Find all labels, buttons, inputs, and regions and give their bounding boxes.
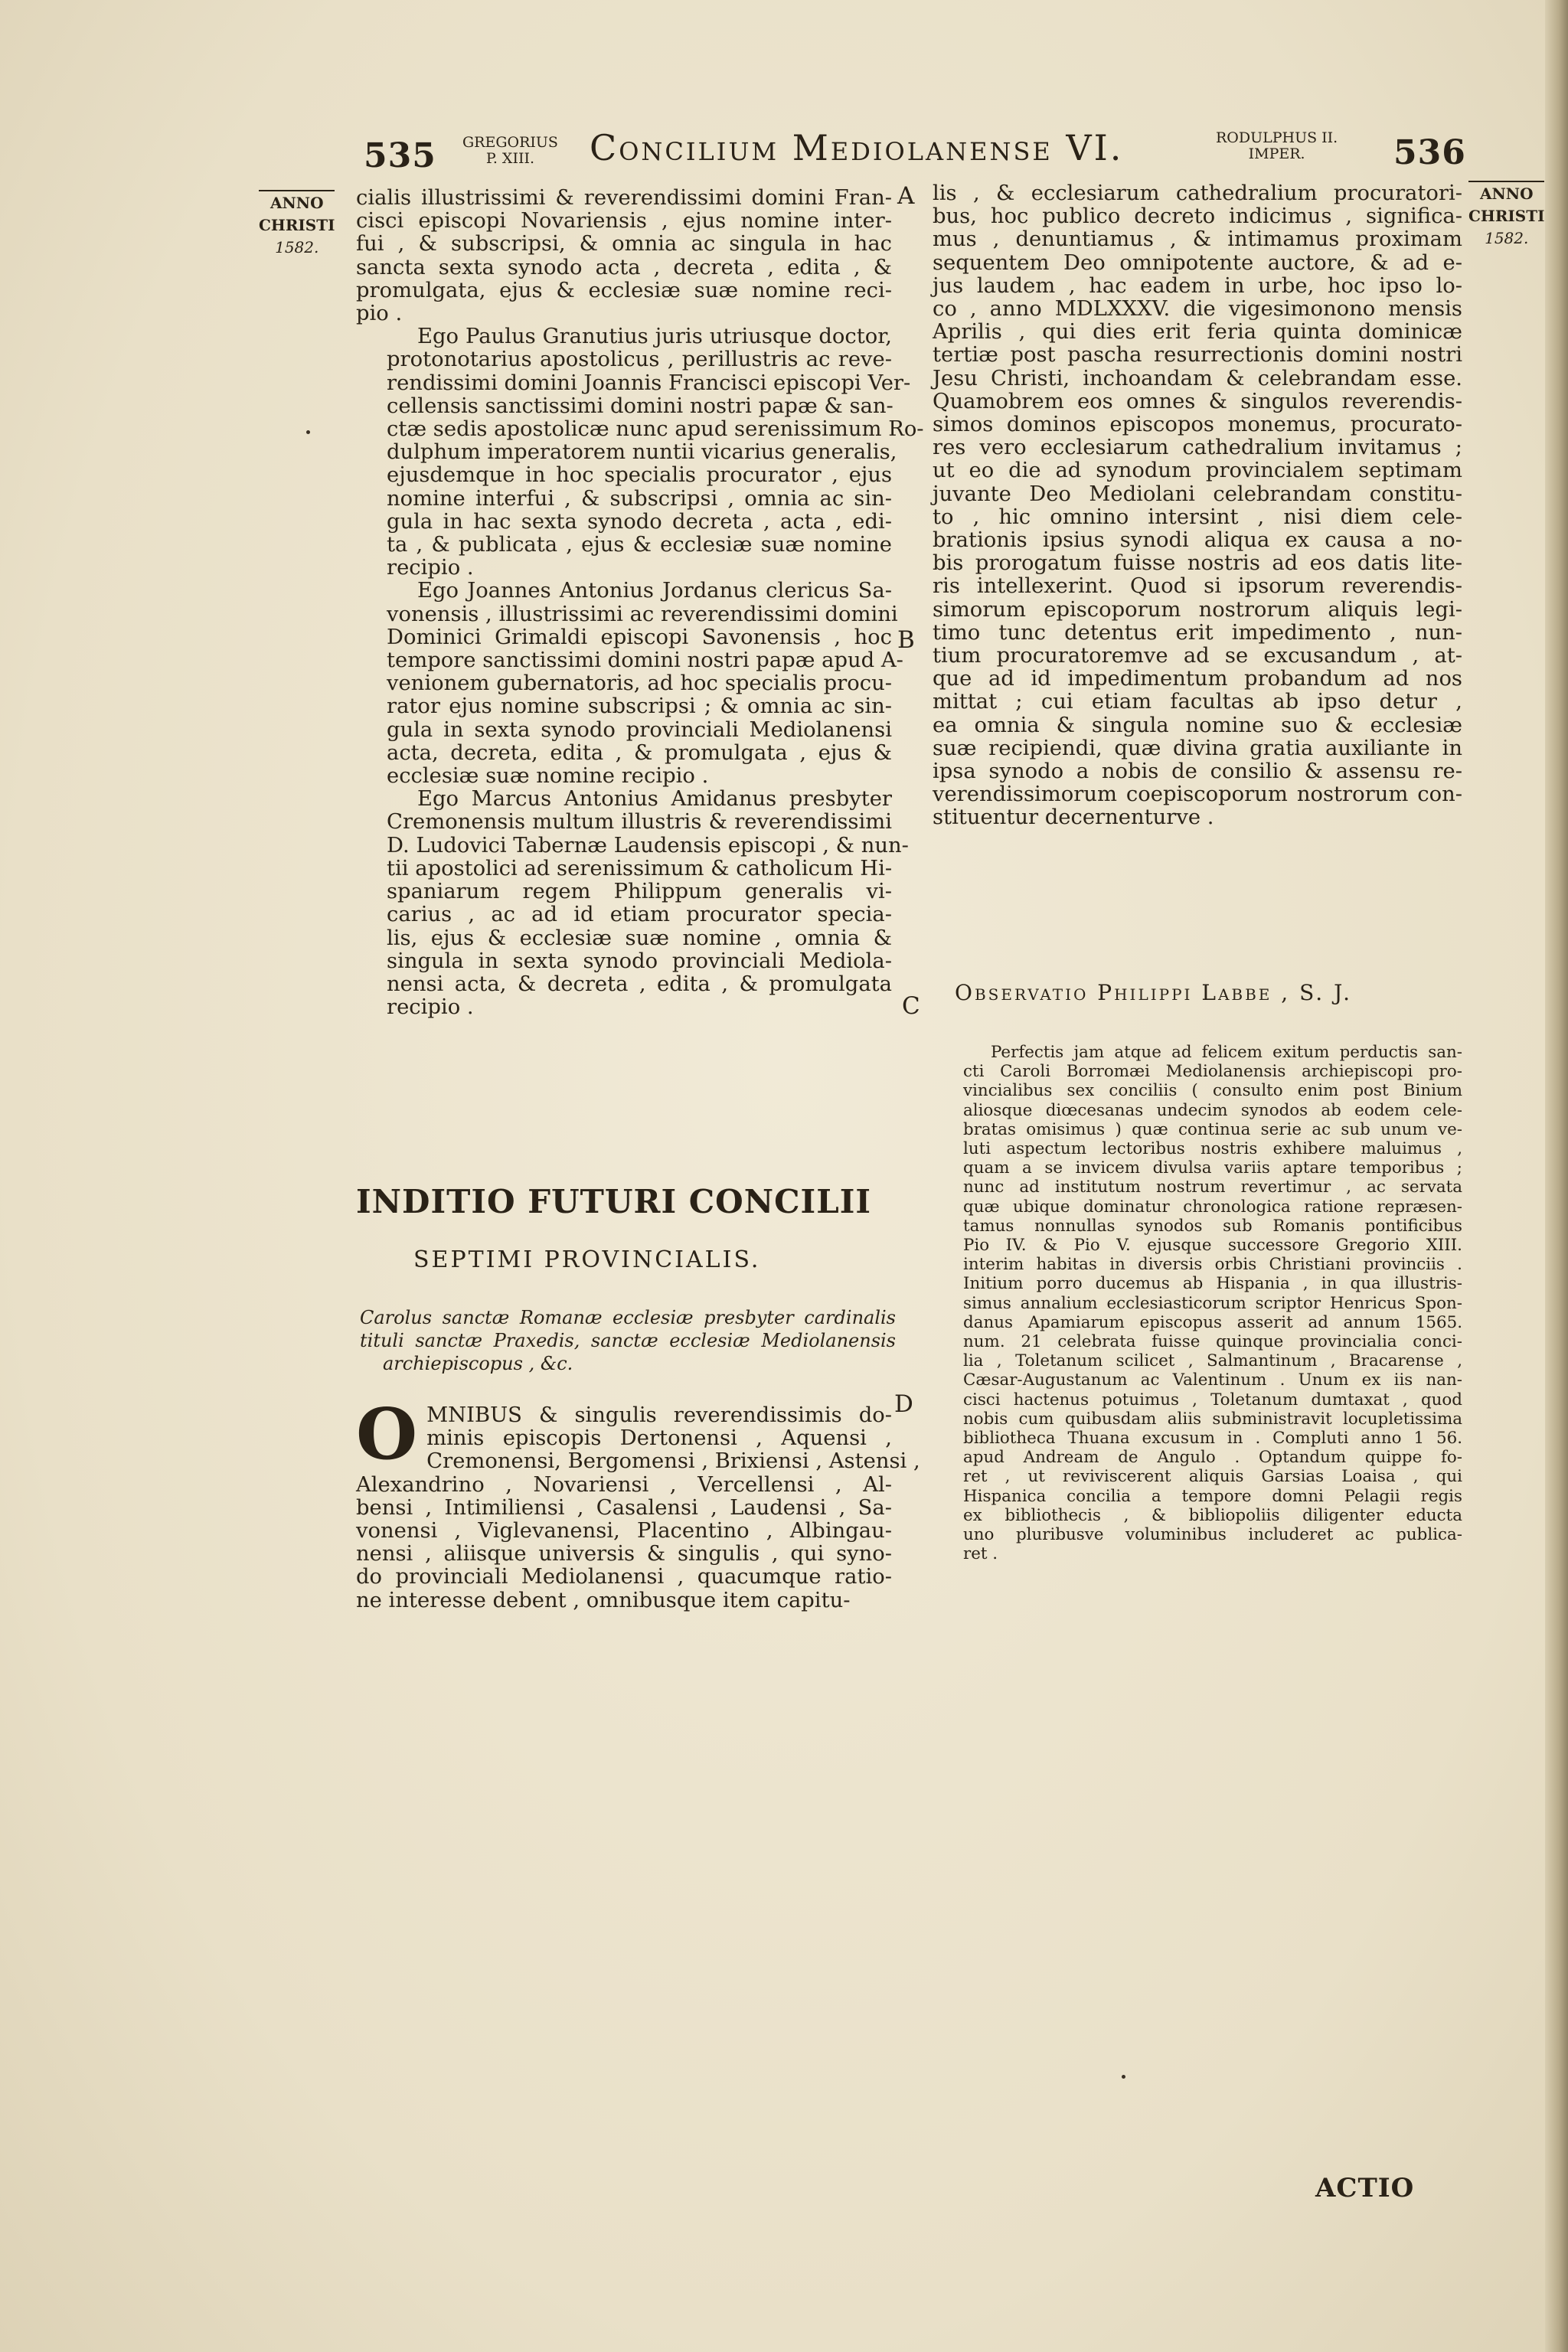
text-line: brationis ipsius synodi aliqua ex causa a no- — [933, 528, 1462, 553]
text-line: cti Caroli Borromæi Mediolanensis archiepiscopi pro- — [963, 1062, 1462, 1082]
catchword: ACTIO — [1315, 2173, 1415, 2203]
left-pope-heading — [462, 135, 558, 167]
text-line: simos dominos episcopos monemus, procurato- — [933, 413, 1462, 437]
text-line: spaniarum regem Philippum generalis vi- — [387, 880, 892, 904]
text-line: num. 21 celebrata fuisse quinque provincialia conci- — [963, 1332, 1462, 1352]
text-line: rator ejus nomine subscripsi ; & omnia ac sin- — [387, 694, 892, 719]
paragraph-signature-4 — [356, 787, 909, 1020]
edict-body — [356, 1393, 920, 1612]
page-title: Concilium Mediolanense VI. — [590, 127, 1124, 168]
text-line: cisci hactenus potuimus , Toletanum dumtaxat , quod — [963, 1390, 1462, 1410]
text-line: ret . — [963, 1544, 998, 1564]
text-line: ut eo die ad synodum provincialem septimam — [933, 459, 1462, 483]
text-line: cellensis sanctissimi domini nostri papæ & san- — [387, 394, 893, 418]
left-side-note — [259, 190, 335, 259]
text-line: gula in sexta synodo provinciali Mediolanensi — [387, 717, 892, 742]
text-line: ta , & publicata , ejus & ecclesiæ suæ nomine — [387, 533, 892, 557]
text-line: nensi , aliisque universis & singulis , qui syno- — [356, 1542, 892, 1566]
text-line: lis , & ecclesiarum cathedralium procuratori- — [933, 181, 1462, 205]
text-line: nomine interfui , & subscripsi , omnia ac sin- — [387, 486, 892, 511]
text-line: mittat ; cui etiam facultas ab ipso detur , — [933, 690, 1462, 714]
text-line: Ego Marcus Antonius Amidanus presbyter — [417, 787, 892, 812]
text-line: tertiæ post pascha resurrectionis domini nostri — [933, 343, 1462, 368]
paragraph-signature-1 — [356, 187, 892, 325]
edict-address — [360, 1306, 896, 1375]
right-emperor-heading — [1216, 130, 1338, 162]
text-line: Ego Joannes Antonius Jordanus clericus Sa- — [417, 579, 892, 603]
right-page-number: 536 — [1393, 133, 1466, 172]
text-line: dulphum imperatorem nuntii vicarius generalis, — [387, 440, 897, 465]
text-line: apud Andream de Angulo . Optandum quippe fo- — [963, 1448, 1462, 1468]
observation-title: Observatio Philippi Labbe , S. J. — [955, 980, 1353, 1005]
left-column — [356, 186, 924, 1020]
text-line: minis episcopis Dertonensi , Aquensi , — [426, 1426, 892, 1451]
drop-cap: O — [356, 1393, 418, 1475]
margin-letter-b: B — [897, 626, 915, 654]
italic-line: archiepiscopus , &c. — [383, 1353, 573, 1374]
side-note-anno: ANNO — [1468, 181, 1544, 205]
text-line: aliosque diœcesanas undecim synodos ab eodem cele- — [963, 1100, 1462, 1120]
book-spine — [1545, 0, 1568, 2352]
text-line: res vero ecclesiarum cathedralium invitamus ; — [933, 436, 1462, 460]
text-line: Cremonensis multum illustris & reverendissimi — [387, 810, 892, 835]
text-line: ex bibliothecis , & bibliopoliis diligenter educta — [963, 1505, 1462, 1525]
text-line: Jesu Christi, inchoandam & celebrandam esse. — [933, 366, 1462, 390]
section-subheading: SEPTIMI PROVINCIALIS. — [413, 1246, 761, 1273]
text-line: Dominici Grimaldi episcopi Savonensis , hoc — [387, 625, 892, 649]
text-line: suæ recipiendi, quæ divina gratia auxiliante in — [933, 736, 1462, 760]
text-line: MNIBUS & singulis reverendissimis do- — [426, 1403, 892, 1427]
text-line: Alexandrino , Novariensi , Vercellensi , Al- — [356, 1472, 892, 1497]
side-note-year: 1582. — [275, 238, 319, 256]
text-line: sancta sexta synodo acta , decreta , edita , & — [356, 255, 892, 279]
text-line: Pio IV. & Pio V. ejusque successore Gregorio XIII. — [963, 1236, 1462, 1256]
side-note-christi: CHRISTI — [1468, 207, 1545, 225]
text-line: uno pluribusve voluminibus includeret ac publica- — [963, 1525, 1462, 1545]
text-line: que ad id impedimentum probandum ad nos — [933, 667, 1462, 691]
text-line: tium procuratoremve ad se excusandum , at- — [933, 644, 1462, 668]
paragraph-edict-continued — [933, 182, 1462, 830]
text-line: venionem gubernatoris, ad hoc specialis procu- — [387, 671, 892, 696]
text-line: danus Apamiarum episcopus asserit ad annum 1565. — [963, 1312, 1462, 1332]
text-line: Aprilis , qui dies erit feria quinta dominicæ — [933, 320, 1462, 345]
text-line: ea omnia & singula nomine suo & ecclesiæ — [933, 713, 1462, 737]
observation-body — [933, 1043, 1462, 1563]
text-line: tii apostolici ad serenissimum & catholicum Hi- — [387, 856, 893, 880]
text-line: lis, ejus & ecclesiæ suæ nomine , omnia & — [387, 926, 892, 950]
paper-speck — [306, 430, 310, 434]
text-line: D. Ludovici Tabernæ Laudensis episcopi , & nun- — [387, 833, 909, 858]
text-line: tamus nonnullas synodos sub Romanis pontificibus — [963, 1216, 1462, 1236]
text-line: stituentur decernenturve . — [933, 805, 1214, 830]
text-line: vonensis , illustrissimi ac reverendissimi domini — [387, 602, 898, 626]
text-line: bratas omisimus ) quæ continua serie ac sub unum ve- — [963, 1119, 1462, 1139]
text-line: nobis cum quibusdam aliis subministravit locupletissima — [963, 1409, 1462, 1429]
text-line: luti aspectum lectoribus nostris exhibere maluimus , — [963, 1139, 1462, 1159]
text-line: interim habitas in diversis orbis Christiani provinciis . — [963, 1255, 1462, 1275]
margin-letter-d: D — [894, 1390, 913, 1418]
text-line: promulgata, ejus & ecclesiæ suæ nomine reci- — [356, 278, 892, 302]
paragraph-edict — [356, 1393, 920, 1612]
text-line: singula in sexta synodo provinciali Mediola- — [387, 949, 892, 973]
text-line: gula in hac sexta synodo decreta , acta , edi- — [387, 509, 892, 534]
text-line: mus , denuntiamus , & intimamus proximam — [933, 227, 1462, 252]
text-line: do provinciali Mediolanensi , quacumque ratio- — [356, 1565, 892, 1589]
text-line: vincialibus sex conciliis ( consulto enim post Binium — [963, 1081, 1462, 1101]
text-line: Cæsar-Augustanum ac Valentinum . Unum ex iis nan- — [963, 1370, 1462, 1390]
text-line: Initium porro ducemus ab Hispania , in qua illustris- — [963, 1274, 1462, 1294]
left-page-number: 535 — [364, 136, 436, 175]
paragraph-signature-3 — [356, 579, 903, 789]
side-note-year: 1582. — [1485, 229, 1529, 247]
text-line: ctæ sedis apostolicæ nunc apud serenissimum Ro- — [387, 417, 924, 442]
text-line: cialis illustrissimi & reverendissimi domini Fran- — [356, 186, 892, 210]
text-line: ne interesse debent , omnibusque item capitu- — [356, 1588, 851, 1612]
margin-letter-a: A — [897, 182, 915, 210]
text-line: Hispanica concilia a tempore domni Pelagii regis — [963, 1486, 1462, 1506]
text-line: verendissimorum coepiscoporum nostrorum con- — [933, 782, 1462, 807]
text-line: simorum episcoporum nostrorum aliquis legi- — [933, 597, 1462, 622]
text-line: ecclesiæ suæ nomine recipio . — [387, 764, 709, 789]
right-column — [933, 182, 1462, 830]
text-line: recipio . — [387, 556, 474, 580]
right-emperor-name: RODULPHUS II. — [1216, 129, 1338, 146]
text-line: Ego Paulus Granutius juris utriusque doctor, — [417, 325, 892, 349]
text-line: ejusdemque in hoc specialis procurator , ejus — [387, 463, 892, 488]
text-line: lia , Toletanum scilicet , Salmantinum , Bracarense , — [963, 1351, 1462, 1371]
right-side-note — [1468, 181, 1544, 250]
text-line: bibliotheca Thuana excusum in . Compluti anno 1 56. — [963, 1429, 1462, 1449]
text-line: nensi acta, & decreta , edita , & promulgata — [387, 972, 892, 996]
margin-letter-c: C — [902, 992, 920, 1020]
side-note-christi: CHRISTI — [259, 216, 335, 234]
paragraph-observation — [933, 1043, 1462, 1563]
section-heading: INDITIO FUTURI CONCILII — [356, 1183, 872, 1220]
side-note-anno: ANNO — [259, 190, 335, 214]
text-line: carius , ac ad id etiam procurator specia- — [387, 903, 892, 927]
text-line: simus annalium ecclesiasticorum scriptor Henricus Spon- — [963, 1293, 1462, 1313]
text-line: bensi , Intimiliensi , Casalensi , Laudensi , Sa- — [356, 1495, 892, 1520]
text-line: recipio . — [387, 995, 474, 1020]
paragraph-signature-2 — [356, 325, 924, 580]
text-line: Cremonensi, Bergomensi , Brixiensi , Astensi , — [426, 1449, 920, 1474]
paper-speck — [1122, 2075, 1125, 2079]
text-line: fui , & subscripsi, & omnia ac singula in hac — [356, 232, 892, 256]
text-line: ret , ut reviviscerent aliquis Garsias Loaisa , qui — [963, 1467, 1462, 1487]
text-line: Perfectis jam atque ad felicem exitum perductis san- — [991, 1043, 1462, 1062]
text-line: bis prorogatum fuisse nostris ad eos datis lite- — [933, 551, 1462, 576]
text-line: rendissimi domini Joannis Francisci episcopi Ver- — [387, 371, 911, 395]
text-line: ris intellexerint. Quod si ipsorum reverendis- — [933, 574, 1462, 599]
text-line: ipsa synodo a nobis de consilio & assensu re- — [933, 760, 1462, 784]
text-line: protonotarius apostolicus , perillustris ac reve- — [387, 348, 892, 372]
right-emperor-title: IMPER. — [1248, 145, 1305, 162]
text-line: timo tunc detentus erit impedimento , nun- — [933, 620, 1462, 645]
text-line: vonensi , Viglevanensi, Placentino , Albingau- — [356, 1519, 892, 1544]
left-pope-number: P. XIII. — [485, 150, 535, 167]
text-line: Quamobrem eos omnes & singulos reverendis- — [933, 389, 1462, 413]
text-line: acta, decreta, edita , & promulgata , ejus & — [387, 740, 892, 765]
text-line: nunc ad institutum nostrum revertimur , ac servata — [963, 1178, 1462, 1197]
text-line: jus laudem , hac eadem in urbe, hoc ipso lo- — [933, 273, 1462, 298]
text-line: bus, hoc publico decreto indicimus , significa- — [933, 204, 1462, 229]
text-line: juvante Deo Mediolani celebrandam constitu- — [933, 482, 1462, 506]
text-line: cisci episcopi Novariensis , ejus nomine inter- — [356, 209, 892, 234]
text-line: co , anno MDLXXXV. die vigesimonono mensis — [933, 297, 1462, 322]
text-line: to , hic omnino intersint , nisi diem cele- — [933, 505, 1462, 529]
italic-line: tituli sanctæ Praxedis, sanctæ ecclesiæ Mediolanensis — [360, 1330, 896, 1351]
text-line: tempore sanctissimi domini nostri papæ apud A- — [387, 648, 903, 673]
italic-line: Carolus sanctæ Romanæ ecclesiæ presbyter cardinalis — [360, 1307, 896, 1328]
left-pope-name: GREGORIUS — [462, 134, 558, 151]
text-line: pio . — [356, 302, 403, 326]
text-line: quam a se invicem divulsa variis aptare temporibus ; — [963, 1158, 1462, 1178]
text-line: quæ ubique dominatur chronologica ratione repræsen- — [963, 1197, 1462, 1217]
text-line: sequentem Deo omnipotente auctore, & ad e- — [933, 250, 1462, 275]
